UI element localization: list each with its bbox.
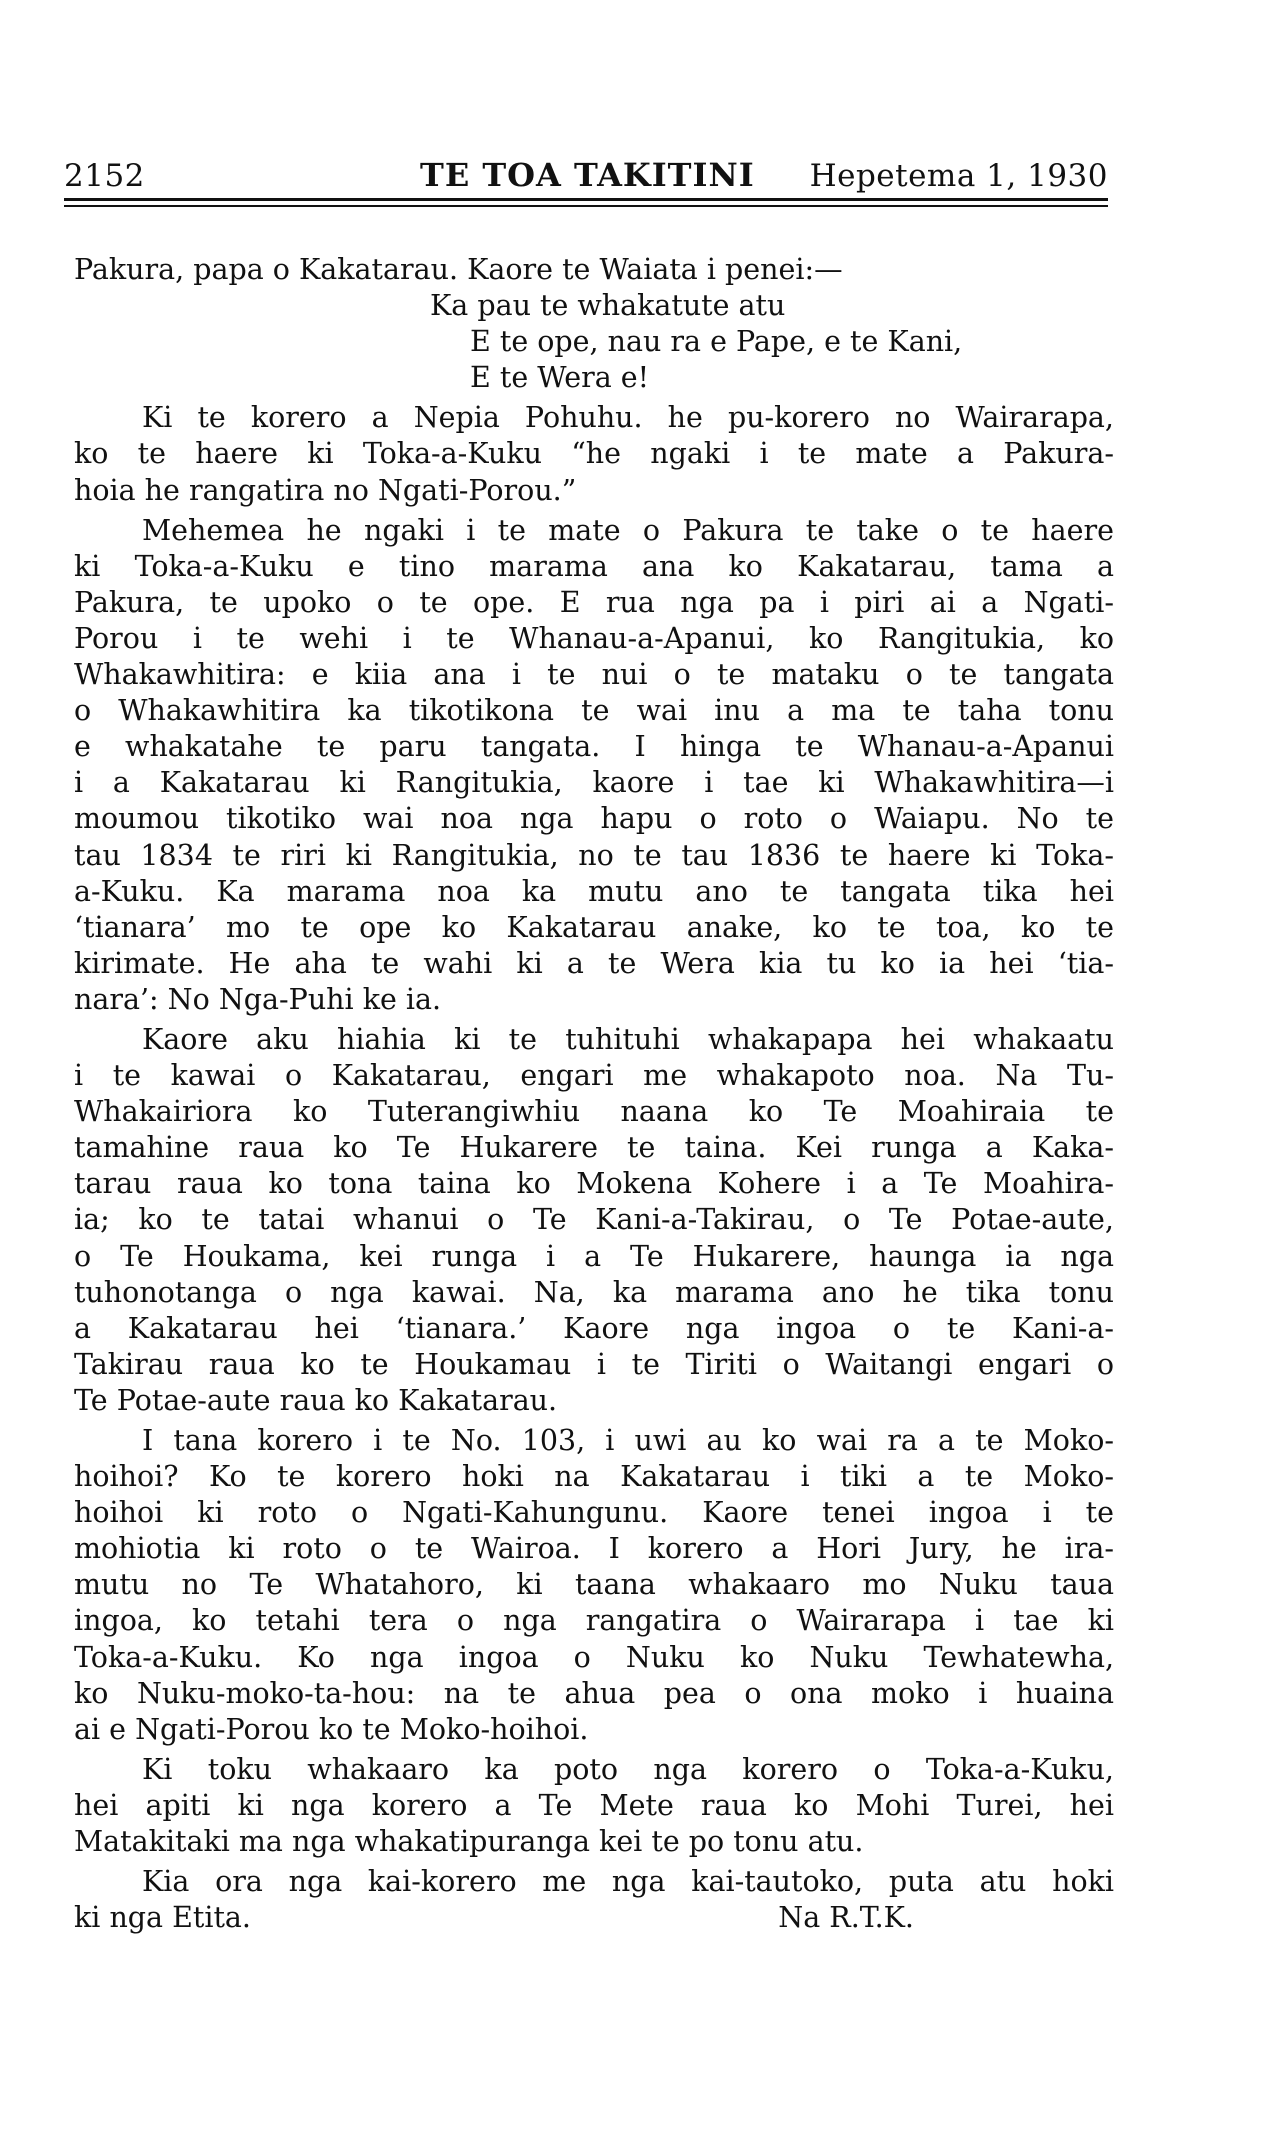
text-line: ai e Ngati-Porou ko te Moko-hoihoi. — [74, 1712, 589, 1746]
text-line: Whakawhitira: e kiia ana i te nui o te mataku o te tangata — [74, 658, 1114, 692]
text-line: tuhonotanga o nga kawai. Na, ka marama ano he tika tonu — [74, 1275, 1114, 1309]
verse-line: E te Wera e! — [470, 361, 650, 395]
text-line: Matakitaki ma nga whakatipuranga kei te po tonu atu. — [74, 1825, 864, 1859]
text-line: moumou tikotiko wai noa nga hapu o roto o Waiapu. No te — [74, 802, 1114, 836]
text-line: Te Potae-aute raua ko Kakatarau. — [74, 1383, 558, 1417]
paragraph — [74, 400, 1114, 508]
text-line: Pakura, te upoko o te ope. E rua nga pa i piri ai a Ngati- — [74, 585, 1114, 619]
text-line: i a Kakatarau ki Rangitukia, kaore i tae ki Whakawhitira—i — [74, 766, 1114, 800]
text-line: ‘tianara’ mo te ope ko Kakatarau anake, ko te toa, ko te — [74, 910, 1114, 944]
text-line: Kaore aku hiahia ki te tuhituhi whakapapa hei whakaatu — [142, 1022, 1114, 1056]
text-line: ko Nuku-moko-ta-hou: na te ahua pea o ona moko i huaina — [74, 1676, 1114, 1710]
text-line: o Whakawhitira ka tikotikona te wai inu a ma te taha tonu — [74, 694, 1114, 728]
text-line: kirimate. He aha te wahi ki a te Wera kia tu ko ia hei ‘tia- — [74, 946, 1114, 980]
text-line: mohiotia ki roto o te Wairoa. I korero a Hori Jury, he ira- — [74, 1532, 1114, 1566]
text-line: tamahine raua ko Te Hukarere te taina. Kei runga a Kaka- — [74, 1131, 1114, 1165]
text-line: e whakatahe te paru tangata. I hinga te Whanau-a-Apanui — [74, 730, 1114, 764]
author-signature: Na R.T.K. — [778, 1901, 914, 1935]
text-line: hei apiti ki nga korero a Te Mete raua ko Mohi Turei, hei — [74, 1788, 1114, 1822]
header-rule-thick — [64, 198, 1108, 201]
text-line: ki Toka-a-Kuku e tino marama ana ko Kakatarau, tama a — [74, 549, 1114, 583]
text-line: a-Kuku. Ka marama noa ka mutu ano te tangata tika hei — [74, 874, 1114, 908]
text-line: i te kawai o Kakatarau, engari me whakapoto noa. Na Tu- — [74, 1059, 1114, 1093]
text-line: Pakura, papa o Kakatarau. Kaore te Waiata i penei:— — [74, 253, 843, 286]
text-line: Ki toku whakaaro ka poto nga korero o Toka-a-Kuku, — [142, 1752, 1114, 1786]
paragraph — [74, 513, 1114, 1018]
paragraph — [74, 1864, 1114, 1936]
issue-date: Hepetema 1, 1930 — [809, 158, 1108, 194]
text-line: hoihoi? Ko te korero hoki na Kakatarau i tiki a te Moko- — [74, 1460, 1114, 1494]
text-line: I tana korero i te No. 103, i uwi au ko wai ra a te Moko- — [142, 1424, 1114, 1457]
page-header — [64, 150, 1108, 202]
text-line: tau 1834 te riri ki Rangitukia, no te tau 1836 te haere ki Toka- — [74, 838, 1114, 872]
paragraph — [74, 1752, 1114, 1860]
text-line: a Kakatarau hei ‘tianara.’ Kaore nga ingoa o te Kani-a- — [74, 1311, 1114, 1345]
text-line: ingoa, ko tetahi tera o nga rangatira o Wairarapa i tae ki — [74, 1604, 1114, 1638]
verse-line: E te ope, nau ra e Pape, e te Kani, — [470, 325, 963, 359]
text-line: Takirau raua ko te Houkamau i te Tiriti o Waitangi engari o — [74, 1347, 1114, 1381]
paragraph — [74, 1423, 1114, 1748]
text-line: Mehemea he ngaki i te mate o Pakura te take o te haere — [142, 513, 1114, 547]
text-line: Whakairiora ko Tuterangiwhiu naana ko Te Moahiraia te — [74, 1095, 1114, 1129]
paragraph — [74, 1022, 1114, 1419]
paragraph — [74, 252, 1114, 288]
text-line: Porou i te wehi i te Whanau-a-Apanui, ko Rangitukia, ko — [74, 621, 1114, 655]
text-line: nara’: No Nga-Puhi ke ia. — [74, 982, 442, 1016]
text-line: ko te haere ki Toka-a-Kuku “he ngaki i te mate a Pakura- — [74, 437, 1114, 471]
header-rule-thin — [64, 205, 1108, 207]
text-line: ki nga Etita. — [74, 1901, 251, 1935]
page-number: 2152 — [64, 158, 145, 194]
closing-line — [74, 1900, 1114, 1936]
verse-block — [74, 288, 1114, 396]
text-line: o Te Houkama, kei runga i a Te Hukarere, haunga ia nga — [74, 1239, 1114, 1273]
text-line: mutu no Te Whatahoro, ki taana whakaaro mo Nuku taua — [74, 1568, 1114, 1602]
publication-title: TE TOA TAKITINI — [420, 156, 755, 194]
text-line: ia; ko te tatai whanui o Te Kani-a-Takirau, o Te Potae-aute, — [74, 1203, 1114, 1237]
text-line: Toka-a-Kuku. Ko nga ingoa o Nuku ko Nuku Tewhatewha, — [74, 1640, 1114, 1674]
text-line: hoihoi ki roto o Ngati-Kahungunu. Kaore tenei ingoa i te — [74, 1496, 1114, 1530]
text-line: hoia he rangatira no Ngati-Porou.” — [74, 473, 577, 507]
text-line: Ki te korero a Nepia Pohuhu. he pu-korero no Wairarapa, — [142, 401, 1114, 435]
text-line: Kia ora nga kai-korero me nga kai-tautoko, puta atu hoki — [142, 1865, 1114, 1899]
text-line: tarau raua ko tona taina ko Mokena Kohere i a Te Moahira- — [74, 1167, 1114, 1201]
verse-line: Ka pau te whakatute atu — [430, 289, 786, 323]
article-body — [74, 252, 1114, 1936]
